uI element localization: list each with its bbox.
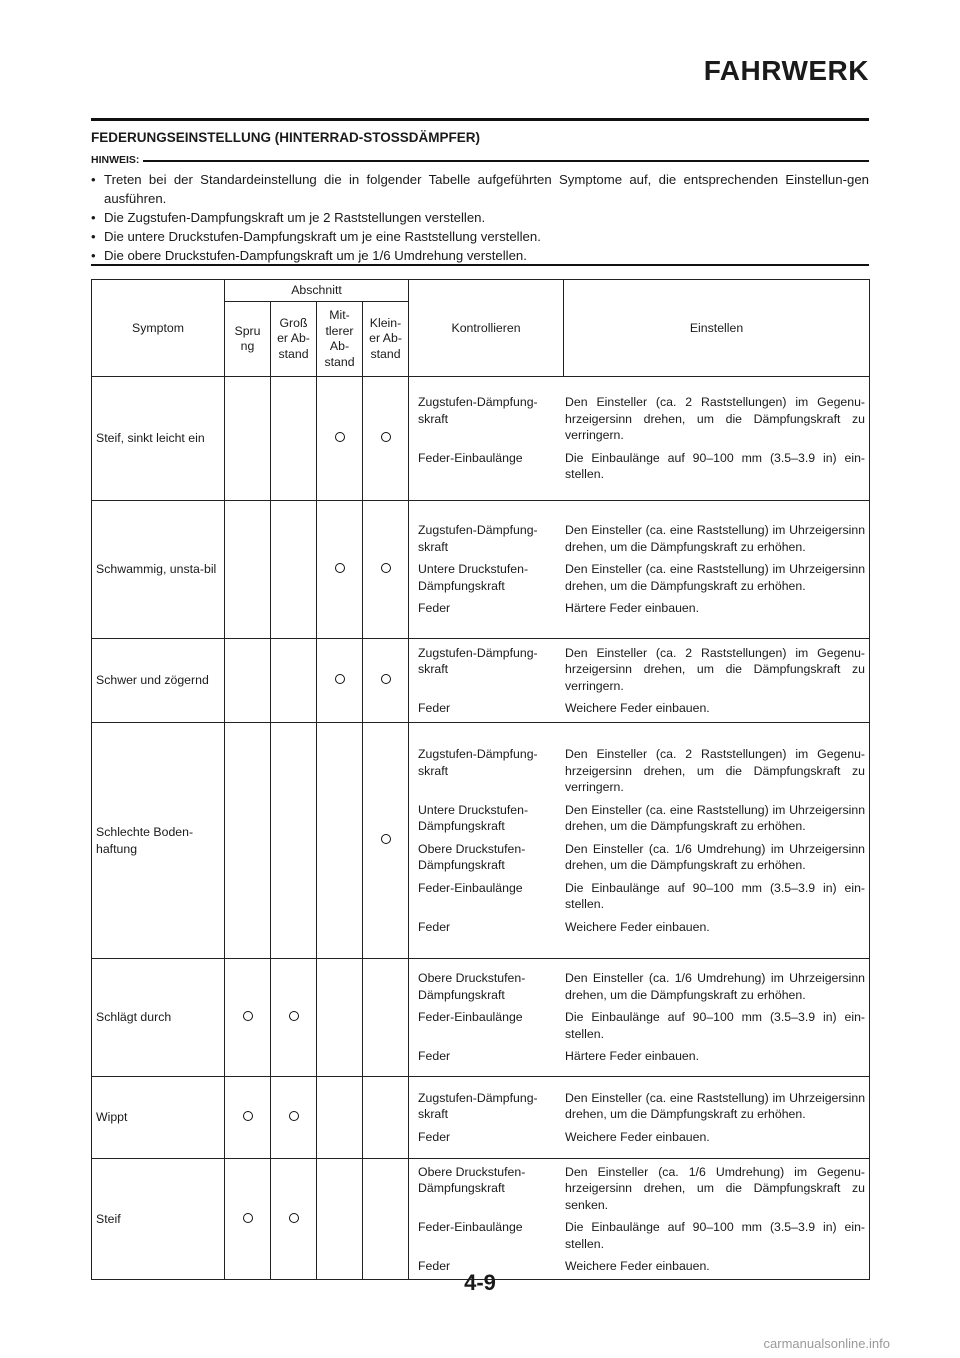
kontrollieren-text: Obere Druckstufen-Dämpfungskraft [418,841,526,872]
mark-cell [225,501,271,639]
einstellen-text: Den Einsteller (ca. 2 Raststellungen) im Gegenu-hrzeigersinn drehen, um die Dämpfungskraft zu verringern. [565,395,866,443]
check-adjust-pair [409,746,869,796]
circle-mark-icon [289,1111,299,1121]
circle-mark-icon [289,1011,299,1021]
note-end-rule [91,264,869,266]
kontrollieren-text: Zugstufen-Dämpfung-skraft [418,645,538,676]
circle-mark-icon [381,432,391,442]
check-adjust-pair [409,1219,869,1252]
mark-cell [225,377,271,501]
einstellen-text: Den Einsteller (ca. eine Raststellung) im Uhrzeigersinn drehen, um die Dämpfungskraft zu erhöhen. [565,802,866,833]
header-grosser-abstand: Groß er Ab- stand [271,302,317,377]
kontrollieren-text: Zugstufen-Dämpfung-skraft [418,1090,538,1122]
einstellen-text: Weichere Feder einbauen. [565,1259,710,1273]
header-kleiner-abstand: Klein- er Ab- stand [363,302,409,377]
einstellen-text: Den Einsteller (ca. 1/6 Umdrehung) im Uhrzeigersinn drehen, um die Dämpfungskraft zu erhöhen. [565,971,866,1002]
table-row [92,377,870,501]
mark-cell [317,1077,363,1159]
symptom-cell: Schwer und zögernd [92,639,225,723]
symptom-table [91,279,870,1280]
note-item: • Treten bei der Standardeinstellung die in folgender Tabelle aufgeführten Symptome auf, die entsprechenden Einstellun-gen ausführen. [91,170,869,208]
check-adjust-pair [409,919,869,936]
header-mittlerer-abstand: Mit- tlerer Ab- stand [317,302,363,377]
action-cell [409,501,870,639]
check-adjust-pair [409,802,869,835]
circle-mark-icon [243,1011,253,1021]
mark-cell [225,959,271,1077]
circle-mark-icon [381,834,391,844]
action-cell [409,1159,870,1280]
table-row [92,959,870,1077]
note-block [91,154,869,265]
check-adjust-pair [409,841,869,874]
mark-cell [363,1077,409,1159]
mark-cell [363,1159,409,1280]
check-adjust-pair [409,700,869,717]
table-row [92,723,870,959]
note-label: HINWEIS: [91,154,140,166]
mark-cell [271,723,317,959]
kontrollieren-text: Untere Druckstufen-Dämpfungskraft [418,802,529,833]
check-adjust-pair [409,1090,869,1123]
symptom-cell: Steif, sinkt leicht ein [92,377,225,501]
einstellen-text: Den Einsteller (ca. 2 Raststellungen) im Gegenu-hrzeigersinn drehen, um die Dämpfungskraft zu verringern. [565,747,866,794]
mark-cell [225,1077,271,1159]
note-item: • Die Zugstufen-Dampfungskraft um je 2 Raststellungen verstellen. [91,208,869,227]
mark-cell [225,639,271,723]
circle-mark-icon [243,1213,253,1223]
kontrollieren-text: Feder [418,1259,451,1273]
header-symptom: Symptom [92,280,225,377]
mark-cell [271,501,317,639]
mark-cell [225,723,271,959]
mark-cell [271,1159,317,1280]
check-adjust-pair [409,600,869,617]
symptom-cell: Wippt [92,1077,225,1159]
mark-cell [317,377,363,501]
check-adjust-pair [409,880,869,913]
mark-cell [363,377,409,501]
mark-cell [271,959,317,1077]
check-adjust-pair [409,645,869,695]
table-body [92,377,870,1280]
mark-cell [317,501,363,639]
note-item: • Die untere Druckstufen-Dampfungskraft um je eine Raststellung verstellen. [91,227,869,246]
check-adjust-pair [409,450,869,483]
watermark: carmanualsonline.info [763,1336,890,1351]
table-row [92,1077,870,1159]
check-adjust-pair [409,561,869,594]
einstellen-text: Weichere Feder einbauen. [565,919,710,934]
check-adjust-pair [409,970,869,1003]
kontrollieren-text: Feder [418,601,451,616]
kontrollieren-text: Obere Druckstufen-Dämpfungskraft [418,1164,526,1195]
mark-cell [317,1159,363,1280]
symptom-cell: Schlechte Boden-haftung [92,723,225,959]
action-cell [409,377,870,501]
table-row [92,1159,870,1280]
section-title: FEDERUNGSEINSTELLUNG (HINTERRAD-STOSSDÄMPFER) [91,130,481,145]
kontrollieren-text: Feder [418,919,451,934]
kontrollieren-text: Obere Druckstufen-Dämpfungskraft [418,971,526,1002]
note-rule [143,160,869,161]
mark-cell [225,1159,271,1280]
check-adjust-pair [409,1129,869,1146]
symptom-cell: Steif [92,1159,225,1280]
einstellen-text: Weichere Feder einbauen. [565,701,710,715]
kontrollieren-text: Feder-Einbaulänge [418,1220,523,1234]
kontrollieren-text: Zugstufen-Dämpfung-skraft [418,523,538,554]
action-cell [409,1077,870,1159]
header-kontrollieren: Kontrollieren [409,280,564,377]
header-sprung: Spru ng [225,302,271,377]
mark-cell [271,639,317,723]
circle-mark-icon [335,674,345,684]
mark-cell [363,723,409,959]
einstellen-text: Weichere Feder einbauen. [565,1129,710,1144]
kontrollieren-text: Feder [418,1129,451,1144]
note-header [91,154,869,166]
check-adjust-pair [409,1048,869,1065]
header-einstellen: Einstellen [564,280,870,377]
circle-mark-icon [381,674,391,684]
table-header [92,280,870,377]
circle-mark-icon [243,1111,253,1121]
note-list [91,170,869,265]
note-item: • Die obere Druckstufen-Dampfungskraft um je 1/6 Umdrehung verstellen. [91,246,869,265]
header-rule [91,118,869,121]
action-cell [409,959,870,1077]
mark-cell [317,959,363,1077]
symptom-cell: Schlägt durch [92,959,225,1077]
einstellen-text: Den Einsteller (ca. 1/6 Umdrehung) im Uhrzeigersinn drehen, um die Dämpfungskraft zu erhöhen. [565,841,866,872]
mark-cell [363,501,409,639]
check-adjust-pair [409,394,869,444]
einstellen-text: Den Einsteller (ca. 1/6 Umdrehung) im Gegenu-hrzeigersinn drehen, um die Dämpfungskraft zu senken. [565,1164,866,1212]
einstellen-text: Die Einbaulänge auf 90–100 mm (3.5–3.9 in) ein-stellen. [565,880,866,911]
action-cell [409,723,870,959]
check-adjust-pair [409,522,869,555]
kontrollieren-text: Zugstufen-Dämpfung-skraft [418,395,538,426]
circle-mark-icon [381,563,391,573]
einstellen-text: Härtere Feder einbauen. [565,601,700,616]
kontrollieren-text: Feder-Einbaulänge [418,1010,523,1025]
circle-mark-icon [335,563,345,573]
table-row [92,639,870,723]
kontrollieren-text: Feder-Einbaulänge [418,880,523,895]
einstellen-text: Die Einbaulänge auf 90–100 mm (3.5–3.9 in) ein-stellen. [565,450,866,482]
kontrollieren-text: Zugstufen-Dämpfung-skraft [418,747,538,778]
mark-cell [317,723,363,959]
kontrollieren-text: Feder-Einbaulänge [418,450,523,465]
einstellen-text: Den Einsteller (ca. eine Raststellung) im Uhrzeigersinn drehen, um die Dämpfungskraft zu erhöhen. [565,562,866,593]
einstellen-text: Die Einbaulänge auf 90–100 mm (3.5–3.9 in) ein-stellen. [565,1220,866,1251]
check-adjust-pair [409,1009,869,1042]
circle-mark-icon [335,432,345,442]
page-number: 4-9 [464,1270,496,1295]
symptom-cell: Schwammig, unsta-bil [92,501,225,639]
table-row [92,501,870,639]
mark-cell [271,1077,317,1159]
mark-cell [363,959,409,1077]
einstellen-text: Den Einsteller (ca. eine Raststellung) im Uhrzeigersinn drehen, um die Dämpfungskraft zu erhöhen. [565,523,866,554]
page-header [91,55,869,95]
mark-cell [271,377,317,501]
einstellen-text: Den Einsteller (ca. eine Raststellung) im Uhrzeigersinn drehen, um die Dämpfungskraft zu erhöhen. [565,1090,866,1122]
action-cell [409,639,870,723]
mark-cell [317,639,363,723]
einstellen-text: Den Einsteller (ca. 2 Raststellungen) im Gegenu-hrzeigersinn drehen, um die Dämpfungskraft zu verringern. [565,645,866,693]
kontrollieren-text: Feder [418,701,451,715]
kontrollieren-text: Untere Druckstufen-Dämpfungskraft [418,562,529,593]
circle-mark-icon [289,1213,299,1223]
einstellen-text: Härtere Feder einbauen. [565,1049,700,1064]
chapter-title: FAHRWERK [703,55,869,86]
check-adjust-pair [409,1164,869,1214]
einstellen-text: Die Einbaulänge auf 90–100 mm (3.5–3.9 in) ein-stellen. [565,1010,866,1041]
kontrollieren-text: Feder [418,1049,451,1064]
mark-cell [363,639,409,723]
header-abschnitt: Abschnitt [225,280,409,302]
